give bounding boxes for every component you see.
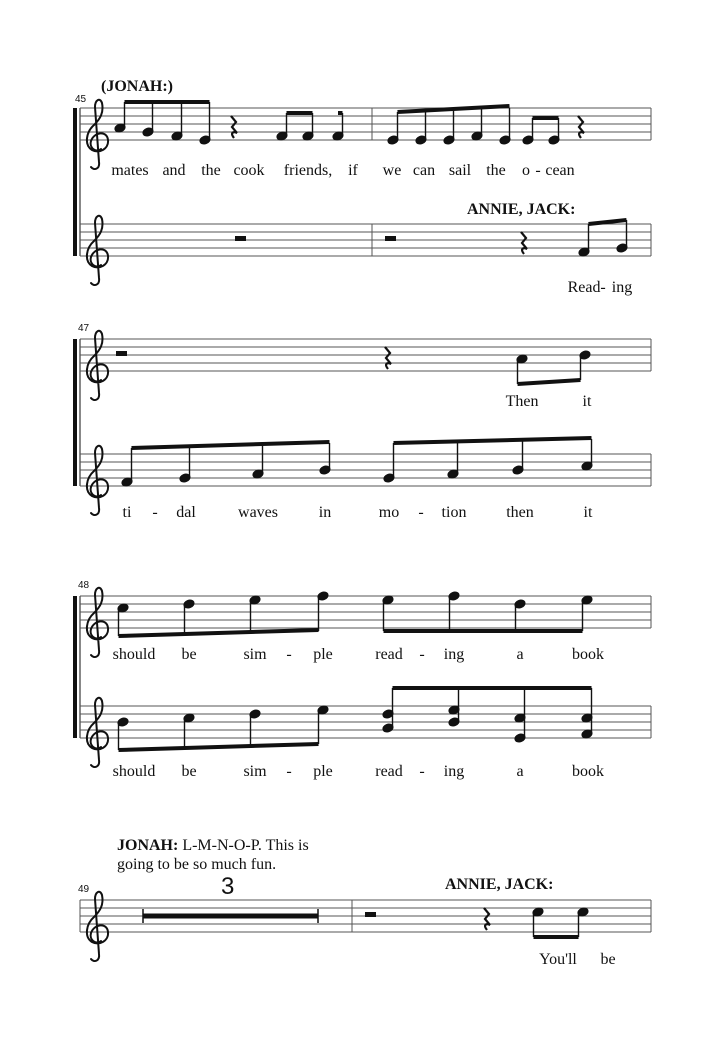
- lyric-syllable: the: [201, 162, 221, 179]
- half-rest-icon: [116, 351, 127, 356]
- lyric-syllable: Read: [567, 279, 601, 296]
- treble-clef-icon: [87, 100, 108, 169]
- measure-number: 48: [78, 580, 90, 591]
- treble-clef-icon: [87, 216, 108, 285]
- lyric-hyphen: -: [286, 646, 292, 663]
- staff-upper: [80, 108, 651, 140]
- character-cue: ANNIE, JACK:: [445, 876, 554, 893]
- lyric-syllable: then: [506, 504, 534, 521]
- quarter-rest-icon: [578, 116, 584, 138]
- lyric-syllable: a: [516, 763, 524, 780]
- measure-number: 49: [78, 884, 90, 895]
- lyric-syllable: book: [572, 763, 604, 780]
- lyric-syllable: should: [112, 646, 156, 663]
- dialogue-text: L-M-N-O-P. This is: [178, 837, 309, 854]
- lyric-syllable: be: [181, 763, 197, 780]
- character-cue: ANNIE, JACK:: [467, 201, 576, 218]
- treble-clef-icon: [87, 588, 108, 657]
- lyric-hyphen: -: [418, 504, 424, 521]
- lyric-syllable: if: [348, 162, 358, 179]
- lyric-hyphen: -: [286, 763, 292, 780]
- half-rest-icon: [385, 236, 396, 241]
- lyric-syllable: it: [583, 504, 593, 521]
- lyric-syllable: read: [375, 763, 403, 780]
- lyric-syllable: Then: [505, 393, 539, 410]
- lyric-syllable: can: [412, 162, 436, 179]
- lyric-hyphen: -: [535, 162, 541, 179]
- lyric-syllable: mo: [378, 504, 400, 521]
- treble-clef-icon: [87, 698, 108, 767]
- lyric-syllable: cook: [233, 162, 265, 179]
- lyric-syllable: sail: [448, 162, 472, 179]
- measure-number: 47: [78, 323, 90, 334]
- lyric-syllable: a: [516, 646, 524, 663]
- lyric-syllable: ti: [122, 504, 132, 521]
- notes-m46-lower: [578, 220, 628, 257]
- lyric-syllable: book: [572, 646, 604, 663]
- lyric-syllable: waves: [238, 504, 278, 521]
- system-2: [75, 331, 651, 515]
- lyric-syllable: read: [375, 646, 403, 663]
- lyric-hyphen: -: [152, 504, 158, 521]
- lyric-syllable: be: [600, 951, 616, 968]
- half-rest-icon: [365, 912, 376, 917]
- lyric-syllable: ing: [443, 646, 465, 663]
- lyric-syllable: friends,: [283, 162, 333, 179]
- dialogue-speaker: JONAH:: [117, 837, 179, 854]
- treble-clef-icon: [87, 892, 108, 961]
- system-3: [75, 588, 651, 767]
- dialogue-text: going to be so much fun.: [117, 856, 277, 873]
- lyric-syllable: tion: [441, 504, 467, 521]
- lyric-hyphen: -: [600, 279, 606, 296]
- lyric-syllable: ing: [611, 279, 633, 296]
- notes-m46-upper: [387, 106, 560, 145]
- multi-measure-rest: [143, 909, 318, 923]
- lyric-syllable: ple: [313, 646, 333, 663]
- spoken-dialogue: [117, 836, 309, 874]
- quarter-rest-icon: [385, 347, 391, 369]
- lyric-syllable: be: [181, 646, 197, 663]
- lyric-syllable: ple: [313, 763, 333, 780]
- notes-m48-upper: [117, 591, 593, 636]
- lyric-syllable: o: [522, 162, 530, 179]
- lyric-syllable: ing: [443, 763, 465, 780]
- lyric-syllable: we: [382, 162, 402, 179]
- lyric-syllable: sim: [243, 763, 267, 780]
- notes-m48-lower: [117, 688, 593, 750]
- lyric-syllable: You'll: [539, 951, 577, 968]
- lyric-syllable: the: [486, 162, 506, 179]
- staff-lower: [80, 224, 651, 256]
- notes-m47-lower: [121, 438, 593, 487]
- lyric-syllable: it: [582, 393, 592, 410]
- lyric-syllable: should: [112, 763, 156, 780]
- whole-rest-icon: [235, 236, 246, 241]
- lyric-syllable: dal: [176, 504, 196, 521]
- lyric-hyphen: -: [419, 646, 425, 663]
- measure-number: 45: [75, 94, 87, 105]
- lyric-syllable: and: [162, 162, 186, 179]
- lyric-syllable: in: [318, 504, 332, 521]
- quarter-rest-icon: [231, 116, 237, 138]
- lyric-syllable: cean: [545, 162, 575, 179]
- lyric-syllable: mates: [111, 162, 149, 179]
- character-cue: (JONAH:): [101, 78, 173, 95]
- treble-clef-icon: [87, 331, 108, 400]
- multirest-count: 3: [221, 873, 235, 900]
- quarter-rest-icon: [484, 908, 490, 930]
- lyric-hyphen: -: [419, 763, 425, 780]
- lyric-syllable: sim: [243, 646, 267, 663]
- system-1: [75, 100, 651, 285]
- quarter-rest-icon: [521, 232, 527, 254]
- treble-clef-icon: [87, 446, 108, 515]
